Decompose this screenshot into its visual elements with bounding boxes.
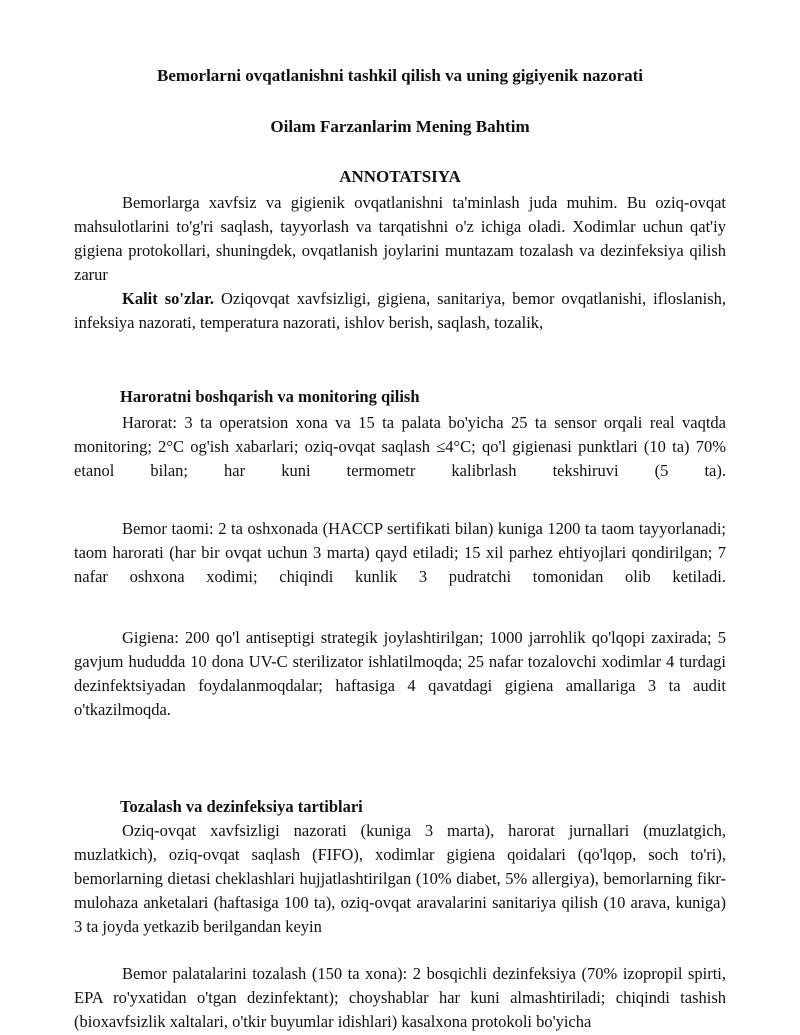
paragraph-food-safety: Oziq-ovqat xavfsizligi nazorati (kuniga 3 marta), harorat jurnallari (muzlatgich, muzlatkich), oziq-ovqat saqlash (FIFO), xodimlar gigiena qoidalari (qo'lqop, soch to'ri), bemorlarning dietasi cheklashlari hujjatlashtirilgan (10% diabet, 5% allergiya), bemorlarning fikr-mulohaza anketalari (haftasiga 100 ta), oziq-ovqat aravalarini sanitariya qilish (10 arava, kuniga) 3 ta joyda yetkazib berilgandan keyin	[74, 821, 726, 936]
annotation-text: Bemorlarga xavfsiz va gigienik ovqatlanishni ta'minlash juda muhim. Bu oziq-ovqat mahsulotlarini to'g'ri saqlash, tayyorlash va tarqatishni o'z ichiga oladi. Xodimlar uchun qat'iy gigiena protokollari, shuningdek, ovqatlanish joylarini muntazam tozalash va dezinfeksiya qilish zarur	[74, 193, 726, 284]
document-author: Oilam Farzanlarim Mening Bahtim	[270, 117, 530, 136]
section-heading-temperature: Haroratni boshqarish va monitoring qilish	[120, 387, 420, 406]
section-heading-cleaning: Tozalash va dezinfeksiya tartiblari	[120, 797, 363, 816]
keywords-text: Oziqovqat xavfsizligi, gigiena, sanitariya, bemor ovqatlanishi, ifloslanish, infeksiya nazorati, temperatura nazorati, ishlov berish, saqlash, tozalik,	[74, 289, 726, 332]
paragraph-patient-meals: Bemor taomi: 2 ta oshxonada (HACCP sertifikati bilan) kuniga 1200 ta taom tayyorlanadi; taom harorati (har bir ovqat uchun 3 marta) qayd etiladi; 15 xil parhez ehtiyojlari qondirilgan; 7 nafar oshxona xodimi; chiqindi kunlik 3 pudratchi tomonidan olib ketiladi.	[74, 519, 726, 586]
keywords-paragraph	[74, 287, 726, 335]
keywords-label: Kalit so'zlar.	[122, 289, 215, 308]
annotation-heading: ANNOTATSIYA	[339, 167, 461, 186]
document-title: Bemorlarni ovqatlanishni tashkil qilish va uning gigiyenik nazorati	[156, 66, 644, 85]
paragraph-hygiene: Gigiena: 200 qo'l antiseptigi strategik joylashtirilgan; 1000 jarrohlik qo'lqopi zaxirada; 5 gavjum hududda 10 dona UV-C sterilizator ishlatilmoqda; 25 nafar tozalovchi xodimlar 4 turdagi dezinfektsiyadan foydalanmoqdalar; haftasiga 4 qavatdagi gigiena amallariga 3 ta audit o'tkazilmoqda.	[74, 628, 726, 719]
paragraph-ward-cleaning: Bemor palatalarini tozalash (150 ta xona): 2 bosqichli dezinfeksiya (70% izopropil spirti, EPA ro'yxatidan o'tgan dezinfektant); choyshablar har kuni almashtiriladi; chiqindi tashish (bioxavfsizlik xaltalari, o'tkir buyumlar idishlari) kasalxona protokoli bo'yicha	[74, 964, 726, 1031]
paragraph-temperature: Harorat: 3 ta operatsion xona va 15 ta palata bo'yicha 25 ta sensor orqali real vaqtda monitoring; 2°C og'ish xabarlari; oziq-ovqat saqlash ≤4°C; qo'l gigienasi punktlari (10 ta) 70% etanol bilan; har kuni termometr kalibrlash tekshiruvi (5 ta).	[74, 413, 726, 480]
annotation-paragraph	[74, 191, 726, 287]
